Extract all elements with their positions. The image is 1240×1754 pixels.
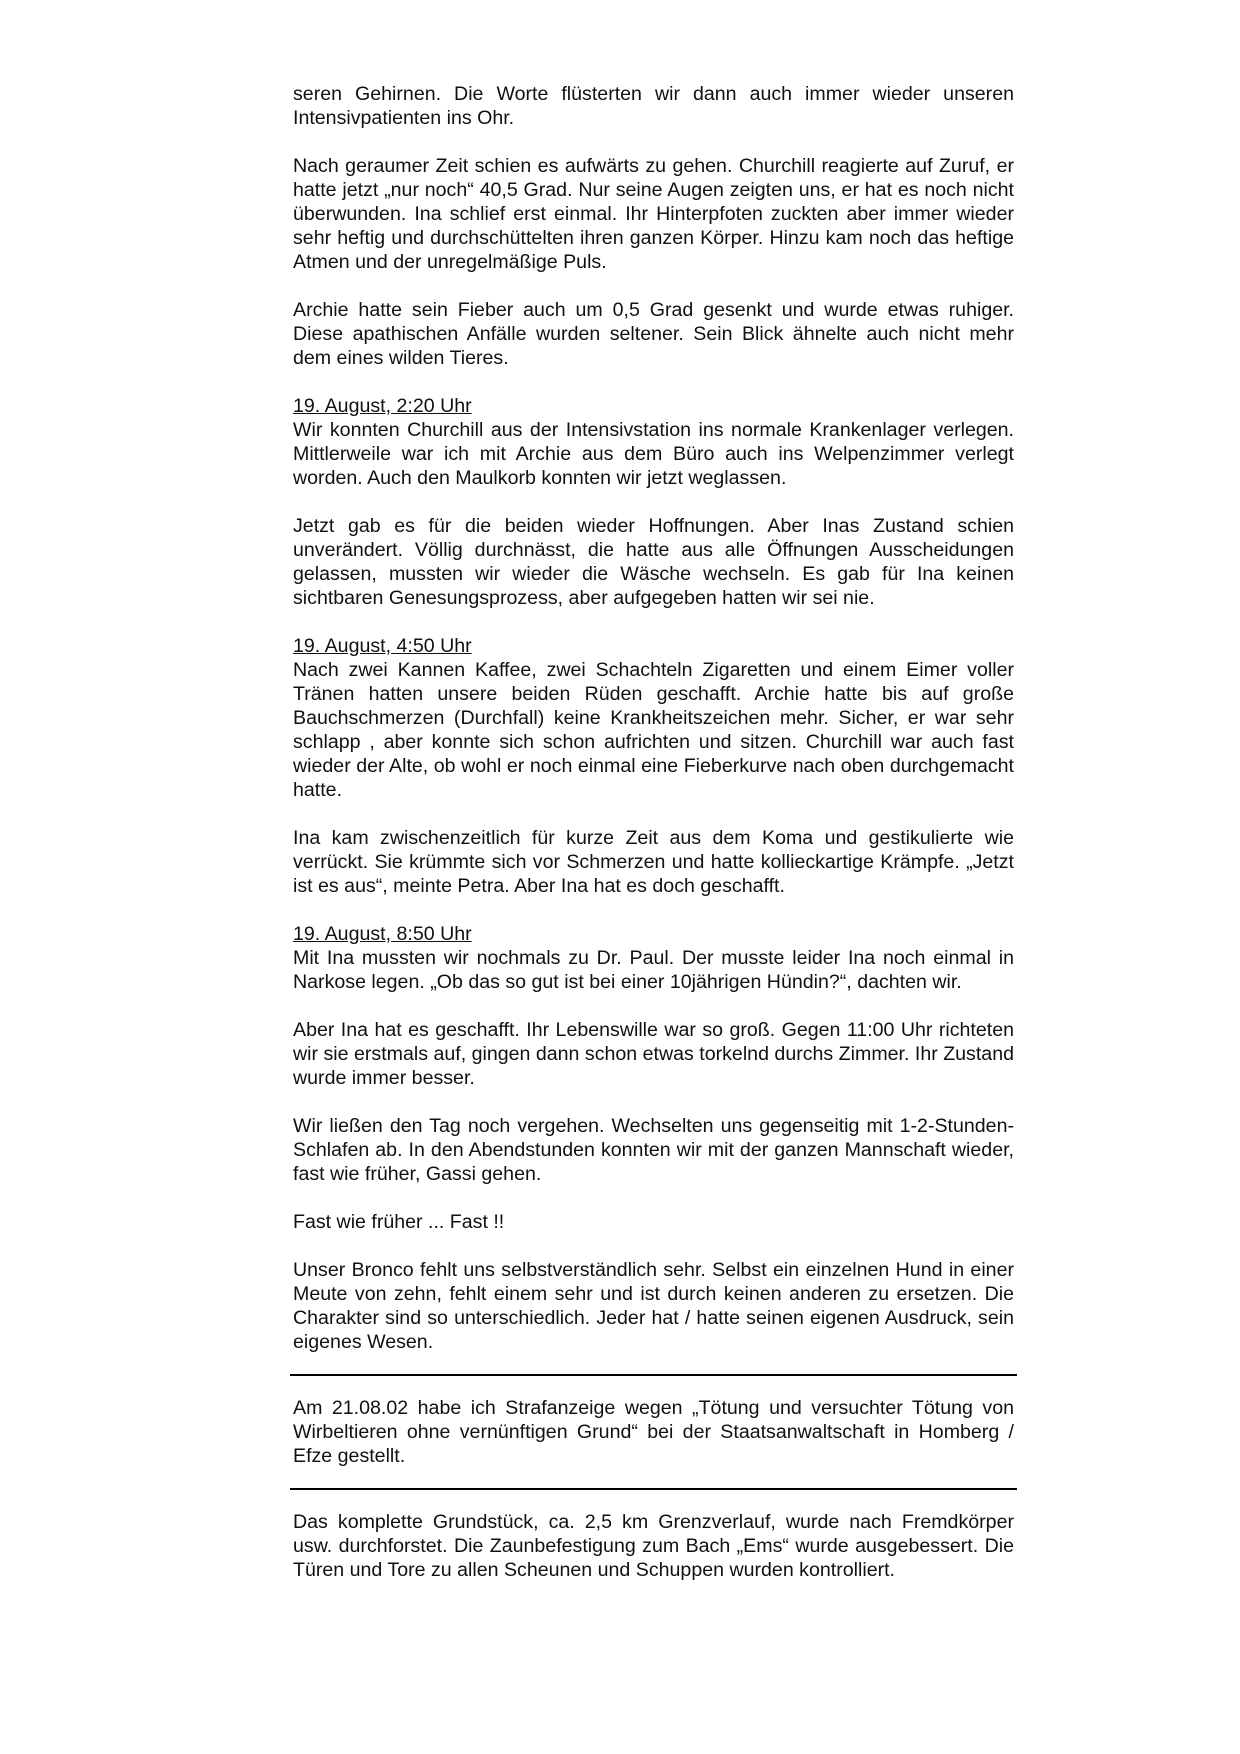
- paragraph-ina-made-it: Aber Ina hat es geschafft. Ihr Lebenswille war so groß. Gegen 11:00 Uhr richteten wir sie erstmals auf, gingen dann schon etwas torkelnd durchs Zimmer. Ihr Zustand wurde immer besser.: [293, 1019, 1014, 1089]
- paragraph-intro: seren Gehirnen. Die Worte flüsterten wir dann auch immer wieder unseren Intensivpatienten ins Ohr.: [293, 83, 1014, 129]
- entry-text: Wir konnten Churchill aus der Intensivstation ins normale Krankenlager verlegen. Mittlerweile war ich mit Archie aus dem Büro auch ins Welpenzimmer verlegt worden. Auch den Maulkorb konnten wir jetzt weglassen.: [293, 419, 1014, 489]
- section-divider: [290, 1488, 1017, 1490]
- entry-8-50: [293, 922, 1014, 994]
- section-divider: [290, 1374, 1017, 1376]
- entry-text: Nach zwei Kannen Kaffee, zwei Schachteln Zigaretten und einem Eimer voller Tränen hatten unsere beiden Rüden geschafft. Archie hatte bis auf große Bauchschmerzen (Durchfall) keine Krankheitszeichen mehr. Sicher, er war sehr schlapp , aber konnte sich schon aufrichten und sitzen. Churchill war auch fast wieder der Alte, ob wohl er noch einmal eine Fieberkurve nach oben durchgemacht hatte.: [293, 659, 1014, 801]
- entry-date-heading: 19. August, 4:50 Uhr: [293, 635, 472, 657]
- document-page: [293, 82, 1014, 1582]
- paragraph-criminal-complaint: Am 21.08.02 habe ich Strafanzeige wegen „Tötung und versuchter Tötung von Wirbeltieren ohne vernünftigen Grund“ bei der Staatsanwaltschaft in Homberg / Efze gestellt.: [293, 1397, 1014, 1467]
- entry-date-heading: 19. August, 8:50 Uhr: [293, 923, 472, 945]
- paragraph-hope: Jetzt gab es für die beiden wieder Hoffnungen. Aber Inas Zustand schien unverändert. Völlig durchnässt, die hatte aus alle Öffnungen Ausscheidungen gelassen, mussten wir wieder die Wäsche wechseln. Es gab für Ina keinen sichtbaren Genesungsprozess, aber aufgegeben hatten wir sei nie.: [293, 515, 1014, 609]
- paragraph-bronco: Unser Bronco fehlt uns selbstverständlich sehr. Selbst ein einzelnen Hund in einer Meute von zehn, fehlt einem sehr und ist durch keinen anderen zu ersetzen. Die Charakter sind so unterschiedlich. Jeder hat / hatte seinen eigenen Ausdruck, sein eigenes Wesen.: [293, 1259, 1014, 1353]
- paragraph-archie-fever: Archie hatte sein Fieber auch um 0,5 Grad gesenkt und wurde etwas ruhiger. Diese apathischen Anfälle wurden seltener. Sein Blick ähnelte auch nicht mehr dem eines wilden Tieres.: [293, 299, 1014, 369]
- entry-2-20: [293, 394, 1014, 490]
- paragraph-property-check: Das komplette Grundstück, ca. 2,5 km Grenzverlauf, wurde nach Fremdkörper usw. durchforstet. Die Zaunbefestigung zum Bach „Ems“ wurde ausgebessert. Die Türen und Tore zu allen Scheunen und Schuppen wurden kontrolliert.: [293, 1511, 1014, 1581]
- paragraph-churchill-recovery: Nach geraumer Zeit schien es aufwärts zu gehen. Churchill reagierte auf Zuruf, er hatte jetzt „nur noch“ 40,5 Grad. Nur seine Augen zeigten uns, er hat es noch nicht überwunden. Ina schlief erst einmal. Ihr Hinterpfoten zuckten aber immer wieder sehr heftig und durchschüttelten ihren ganzen Körper. Hinzu kam noch das heftige Atmen und der unregelmäßige Puls.: [293, 155, 1014, 273]
- paragraph-almost-like-before: Fast wie früher ... Fast !!: [293, 1211, 505, 1233]
- paragraph-day-passes: Wir ließen den Tag noch vergehen. Wechselten uns gegenseitig mit 1-2-Stunden-Schlafen ab. In den Abendstunden konnten wir mit der ganzen Mannschaft wieder, fast wie früher, Gassi gehen.: [293, 1115, 1014, 1185]
- entry-date-heading: 19. August, 2:20 Uhr: [293, 395, 472, 417]
- entry-text: Mit Ina mussten wir nochmals zu Dr. Paul. Der musste leider Ina noch einmal in Narkose legen. „Ob das so gut ist bei einer 10jährigen Hündin?“, dachten wir.: [293, 947, 1014, 993]
- paragraph-ina-coma: Ina kam zwischenzeitlich für kurze Zeit aus dem Koma und gestikulierte wie verrückt. Sie krümmte sich vor Schmerzen und hatte kollieckartige Krämpfe. „Jetzt ist es aus“, meinte Petra. Aber Ina hat es doch geschafft.: [293, 827, 1014, 897]
- entry-4-50: [293, 634, 1014, 802]
